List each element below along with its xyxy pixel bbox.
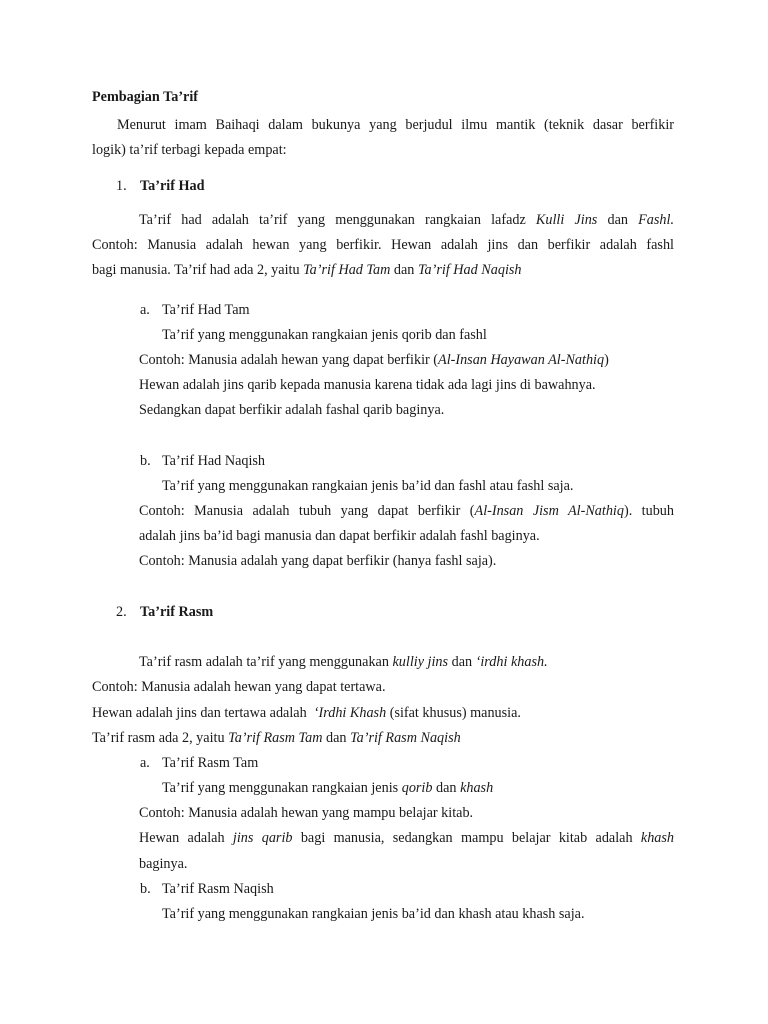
subsection-1a-definition: Ta’rif yang menggunakan rangkaian jenis qorib dan fashl (162, 327, 487, 343)
page-title: Pembagian Ta’rif (92, 89, 199, 105)
section-2-para-line-4: Ta’rif rasm ada 2, yaitu Ta’rif Rasm Tam dan Ta’rif Rasm Naqish (92, 730, 461, 746)
subsection-1b-letter: b. (140, 453, 151, 469)
subsection-1b-definition: Ta’rif yang menggunakan rangkaian jenis ba’id dan fashl atau fashl saja. (162, 478, 574, 494)
section-1-number: 1. (116, 178, 127, 194)
subsection-1b-example: Contoh: Manusia adalah tubuh yang dapat berfikir (Al-Insan Jism Al-Nathiq). tubuh (139, 503, 674, 519)
section-2-heading: Ta’rif Rasm (140, 604, 214, 620)
section-2-para-line-2: Contoh: Manusia adalah hewan yang dapat tertawa. (92, 679, 386, 695)
subsection-2a-example: Contoh: Manusia adalah hewan yang mampu belajar kitab. (139, 805, 474, 821)
intro-line-1: Menurut imam Baihaqi dalam bukunya yang berjudul ilmu mantik (teknik dasar berfikir (117, 117, 674, 133)
subsection-1a-title: Ta’rif Had Tam (162, 302, 250, 318)
subsection-2b-letter: b. (140, 881, 151, 897)
subsection-2a-letter: a. (140, 755, 150, 771)
subsection-1a-line-3: Sedangkan dapat berfikir adalah fashal qarib baginya. (139, 402, 445, 418)
subsection-1b-line-2: adalah jins ba’id bagi manusia dan dapat berfikir adalah fashl baginya. (139, 528, 540, 544)
section-1-para-line-2: Contoh: Manusia adalah hewan yang berfikir. Hewan adalah jins dan berfikir adalah fashl (92, 237, 674, 253)
intro-line-2: logik) ta’rif terbagi kepada empat: (92, 142, 287, 158)
subsection-2a-title: Ta’rif Rasm Tam (162, 755, 259, 771)
subsection-1a-letter: a. (140, 302, 150, 318)
section-2-number: 2. (116, 604, 127, 620)
subsection-2a-definition: Ta’rif yang menggunakan rangkaian jenis qorib dan khash (162, 780, 494, 796)
subsection-1b-title: Ta’rif Had Naqish (162, 453, 266, 469)
subsection-1b-line-3: Contoh: Manusia adalah yang dapat berfikir (hanya fashl saja). (139, 553, 497, 569)
section-1-heading: Ta’rif Had (140, 178, 205, 194)
subsection-1a-example: Contoh: Manusia adalah hewan yang dapat berfikir (Al-Insan Hayawan Al-Nathiq) (139, 352, 609, 368)
subsection-2b-title: Ta’rif Rasm Naqish (162, 881, 274, 897)
subsection-2a-line-3: baginya. (139, 856, 188, 872)
subsection-2a-line-2: Hewan adalah jins qarib bagi manusia, sedangkan mampu belajar kitab adalah khash (139, 830, 675, 846)
section-1-para-line-1: Ta’rif had adalah ta’rif yang menggunakan rangkaian lafadz Kulli Jins dan Fashl. (139, 212, 674, 228)
subsection-1a-line-2: Hewan adalah jins qarib kepada manusia karena tidak ada lagi jins di bawahnya. (139, 377, 596, 393)
section-2-para-line-1: Ta’rif rasm adalah ta’rif yang menggunakan kulliy jins dan ‘irdhi khash. (139, 654, 548, 670)
section-2-para-line-3: Hewan adalah jins dan tertawa adalah ‘Irdhi Khash (sifat khusus) manusia. (92, 705, 521, 721)
subsection-2b-definition: Ta’rif yang menggunakan rangkaian jenis ba’id dan khash atau khash saja. (162, 906, 585, 922)
section-1-para-line-3: bagi manusia. Ta’rif had ada 2, yaitu Ta’rif Had Tam dan Ta’rif Had Naqish (92, 262, 522, 278)
